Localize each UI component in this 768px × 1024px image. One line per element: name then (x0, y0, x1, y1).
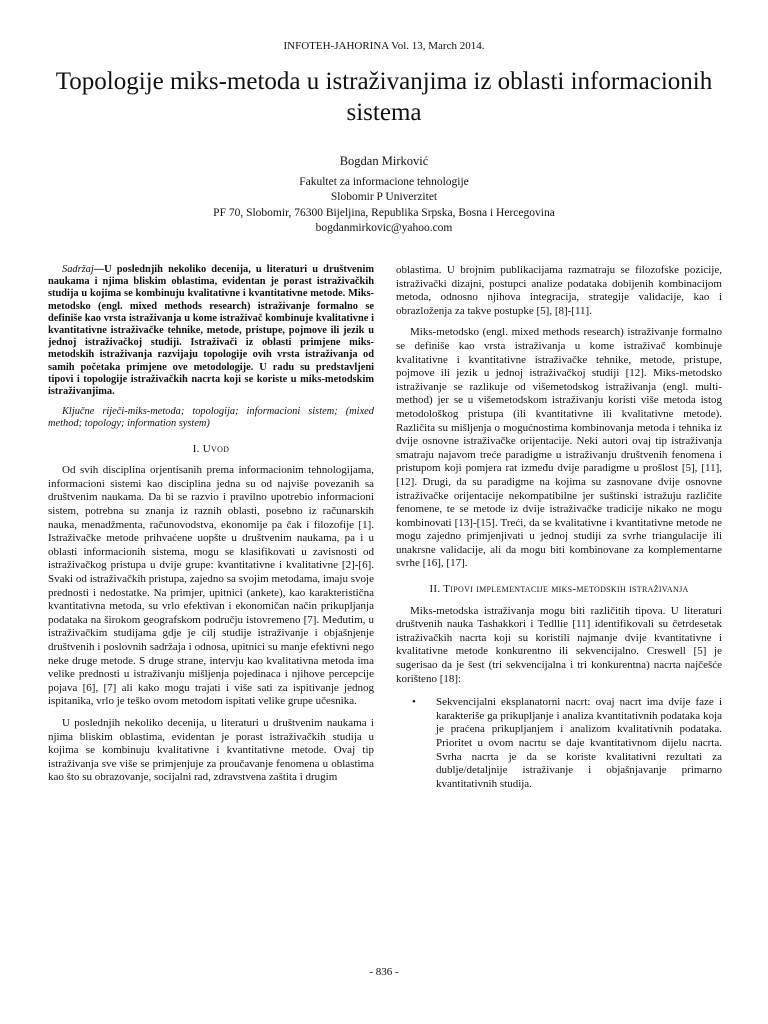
right-column (396, 264, 722, 791)
running-head: INFOTEH-JAHORINA Vol. 13, March 2014. (283, 40, 485, 52)
section-heading-types: II. Tipovi implementacije miks-metodskih istraživanja (429, 583, 689, 596)
abstract-text: —U poslednjih nekoliko decenija, u literaturi u društvenim naukama i njima bliskim oblastima, evidentan je porast istraživačkih studija u kojima se kombinuju kvalitativne i kvantitativne metode. Miks-metodsko (engl. mixed methods research) istraživanje formalno se definiše kao vrsta istraživanja u kome istraživač kombinuje kvalitativne i kvantitativne istraživačke tehnike, metode, pristupe, pojmove ili jezik u jednoj istraživačkoj studiji. Istraživači iz oblasti primjene miks-metodskih istraživanja razvijaju topologije ovih vrsta istraživanja od samih početaka primjene ove metodologije. U radu su predstavljeni tipovi i topologije istraživačkih nacrta koji se koriste u miks-metodskim istraživanjima. (48, 264, 374, 398)
author-name: Bogdan Mirković (339, 154, 429, 168)
section-heading-intro: I. Uvod (192, 442, 230, 455)
intro-paragraph-3: Miks-metodsko (engl. mixed methods research) istraživanje formalno se definiše kao vrsta istraživanja u kome istraživač kombinuje kvalitativne i kvantitativne istraživačke tehnike, metode, pristupe, pojmove ili jezik u jednoj istraživačkoj studiji [12]. Miks-metodsko istraživanje se razlikuje od višemetodskog istraživanja (engl. multi-method) jer se u višemetodskom istraživanju koristi više metoda istog metodološkog pristupa (ili kvantitativne ili kvalitativne metode). Različita su mišljenja o mogućnostima kombinovanja metoda i tehnika iz dvije osnovne istraživačke orijentacije. Neki autori ovaj tip istraživanja smatraju najavom treće paradigme u istraživanju društvenih fenomena i pristupom koji pomjera rat između dvije paradigme u prošlost [5], [11], [12]. Drugi, da su paradigme na kojima su zasnovane dvije osnovne istraživačke orijentacije nekompatibilne jer suštinski istražuju različite fenomene, te se metode iz dvije istraživačke tradicije nikako ne mogu kombinovati [13]-[15]. Treći, da se kvalitativne i kvantitativne metode ne mogu zajedno primjenjivati u jednoj studiji za svrhe triangulacije ili unakrsne validacije, ali da mogu biti kombinovane za komplementarne svrhe [16], [17]. (396, 326, 722, 570)
page-number: - 836 - (369, 966, 399, 978)
intro-paragraph-2-continued: oblastima. U brojnim publikacijama razmatraju se filozofske pozicije, istraživački dizajni, postupci analize podataka dobijenih kombinacijom metoda, odnosno njihova integracija, strategije validacije, kao i obrazloženja za takve postupke [5], [8]-[11]. (396, 264, 722, 317)
list-item (412, 696, 722, 791)
author-affiliation-university: Slobomir P Univerzitet (330, 191, 438, 203)
bullet-icon: • (412, 696, 416, 709)
abstract (48, 264, 374, 398)
keywords: Ključne riječi-miks-metoda; topologija; informacioni sistem; (mixed method; topology; information system) (48, 406, 374, 430)
author-email: bogdanmirkovic@yahoo.com (315, 222, 453, 234)
list-item-text: Sekvencijalni eksplanatorni nacrt: ovaj nacrt ima dvije faze i karakteriše ga prikupljanje i analiza kvantitativnih podataka koja je praćena prikupljanjem i analizom kvalitativnih podataka. Prioritet u ovom nacrtu se daje kvantitativnom dijelu nacrta. Svrha nacrta je da se koriste kvalitativni rezultati za dublje/detaljnije istraživanje i objašnjavanje primarno kvantitativnih studija. (436, 696, 722, 790)
design-list (396, 696, 722, 791)
types-paragraph-1: Miks-metodska istraživanja mogu biti različitih tipova. U literaturi društvenih nauka Tashakkori i Tedllie [11] identifikovali su četrdesetak istraživačkih nacrta koji su koristili najmanje dvije kvantitativne i kvalitativne metode konkurentno ili sekvencijalno. Creswell [5] je sugerisao da je šest (tri sekvencijalna i tri konkurentna) nacrta najčešće korišteno [18]: (396, 604, 722, 685)
intro-paragraph-2: U poslednjih nekoliko decenija, u literaturi u društvenim naukama i njima bliskim oblastima, evidentan je porast istraživačkih studija u kojima se kombinuju kvalitativne i kvantitativne metode. Ovaj tip istraživanja sve više se primjenjuje za proučavanje fenomena u oblastima kao što su obrazovanje, socijalni rad, zdravstvena zaštita i drugim (48, 716, 374, 784)
left-column (48, 264, 374, 785)
abstract-label: Sadržaj (62, 264, 94, 275)
intro-paragraph-1: Od svih disciplina orjentisanih prema informacionim tehnologijama, informacioni sistemi kao disciplina jedna su od najviše povezanih sa društvenim naukama. Da bi se razvio i pravilno upotrebio informacioni sistem, potrebna su znanja iz raznih oblasti, posebno iz računarskih nauka, menadžmenta, računovodstva, ekonomije pa čak i filozofije [1]. Istraživačke metode prihvaćene uopšte u društvenim naukama, pa i u oblasti informacionih sistema, mogu se klasifikovati u zavisnosti od istraživačkog pristupa u dvije grupe: kvantitativne i kvalitativne [2]-[6]. Svaki od istraživačkih pristupa, zajedno sa svojim metodama, imaju svoje prednosti i nedostatke. Na primjer, upitnici (ankete), kao karakteristična kvantitativna metoda, su vrlo efektivan i ekonomičan način prikupljanja podataka na širokom geografskom području istovremeno [7]. Međutim, u istraživačkim studijama gdje je cilj studije istraživanje i objašnjenje društvenih i poslovnih sadržaja i odnosa, upitnici su manje efektivni nego neke druge metode. S druge strane, intervju kao kvalitativna metoda ima velike prednosti u istraživanju mišljenja pojedinaca i njihove percepcije pojava [6], [7] ali kako mogu trajati i više sati za ispitivanje jednog ispitanika, vrlo je teško ovom metodom ispitati velike grupe učesnika. (48, 464, 374, 708)
author-affiliation-faculty: Fakultet za informacione tehnologije (299, 175, 469, 188)
paper-title: Topologije miks-metoda u istraživanjima iz oblasti informacionih sistema (55, 68, 713, 126)
author-block (0, 154, 768, 237)
author-address: PF 70, Slobomir, 76300 Bijeljina, Republika Srpska, Bosna i Hercegovina (213, 206, 555, 219)
